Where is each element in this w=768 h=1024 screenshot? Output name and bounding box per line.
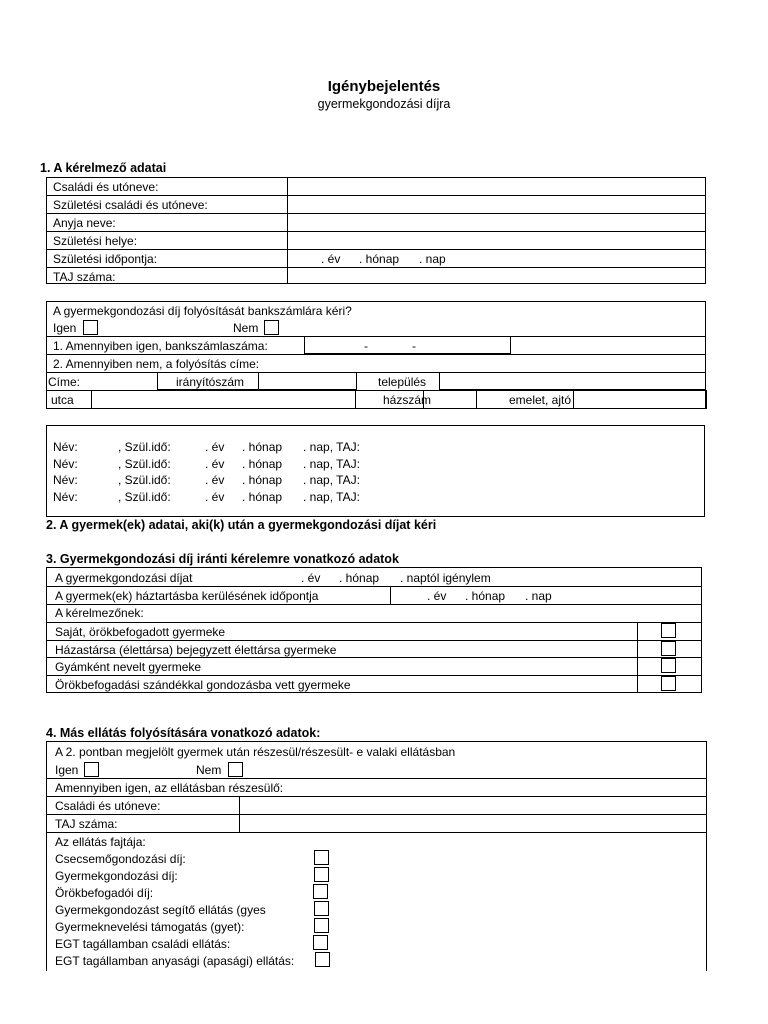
s4-type-2-checkbox[interactable] — [313, 884, 328, 899]
s4-csaladi: Családi és utóneve: — [55, 799, 161, 813]
s3-option-0: Saját, örökbefogadott gyermeke — [55, 625, 226, 639]
s4-igen-label: Igen — [55, 763, 79, 777]
s3-row1-label: A gyermekgondozási díjat — [55, 571, 193, 585]
s3-row1-tail: . naptól igénylem — [400, 571, 491, 585]
applicant-table — [46, 177, 706, 284]
cime-label: Címe: — [48, 375, 81, 389]
emelet-label: emelet, ajtó — [509, 393, 572, 407]
birth-day: . nap — [419, 252, 446, 266]
s3-row2-label: A gyermek(ek) háztartásba kerülésének időpontja — [55, 589, 319, 603]
s4-fajta: Az ellátás fajtája: — [55, 835, 146, 849]
payment-question: A gyermekgondozási díj folyósítását bankszámlára kéri? — [53, 304, 352, 318]
label-szuletesi-csaladi: Születési családi és utóneve: — [53, 198, 208, 212]
s4-type-0-checkbox[interactable] — [314, 850, 329, 865]
s4-question: A 2. pontban megjelölt gyermek után részesül/részesült- e valaki ellátásban — [55, 745, 456, 759]
iranyitoszam-label: irányítószám — [176, 375, 245, 389]
label-csaladi: Családi és utóneve: — [53, 180, 159, 194]
label-taj: TAJ száma: — [53, 270, 116, 284]
utca-label: utca — [51, 393, 74, 407]
s4-type-0: Csecsemőgondozási díj: — [55, 852, 186, 866]
s4-type-4-checkbox[interactable] — [314, 918, 329, 933]
telepules-field[interactable] — [439, 372, 706, 390]
payment-nem-checkbox[interactable] — [264, 320, 279, 335]
s4-nem-checkbox[interactable] — [228, 762, 243, 777]
s3-option-1-checkbox[interactable] — [661, 641, 676, 656]
s3-option-2-checkbox[interactable] — [661, 658, 676, 673]
s4-amennyiben: Amennyiben igen, az ellátásban részesülő: — [55, 781, 284, 795]
bank-dash-1: - — [364, 339, 368, 353]
label-anyja: Anyja neve: — [53, 216, 116, 230]
emelet-field[interactable] — [573, 390, 707, 409]
label-szuletesi-idopont: Születési időpontja: — [53, 252, 158, 266]
s4-type-6-checkbox[interactable] — [315, 952, 330, 967]
s3-row2-honap: . hónap — [465, 589, 506, 603]
section3-table — [46, 567, 702, 693]
s3-option-1: Házastársa (élettársa) bejegyzett élettársa gyermeke — [55, 643, 337, 657]
s4-type-4: Gyermeknevelési támogatás (gyet): — [55, 920, 245, 934]
s4-type-5: EGT tagállamban családi ellátás: — [55, 937, 231, 951]
s3-row2-nap: . nap — [525, 589, 552, 603]
s3-option-3-checkbox[interactable] — [661, 676, 676, 691]
iranyitoszam-field[interactable] — [258, 372, 357, 390]
s4-type-2: Örökbefogadói díj: — [55, 886, 154, 900]
s3-row1-honap: . hónap — [339, 571, 380, 585]
section4-heading: 4. Más ellátás folyósítására vonatkozó adatok: — [46, 726, 321, 740]
address-label: 2. Amennyiben nem, a folyósítás címe: — [53, 357, 260, 371]
telepules-label: település — [378, 375, 427, 389]
payment-igen-checkbox[interactable] — [83, 320, 98, 335]
s4-type-1: Gyermekgondozási díj: — [55, 869, 178, 883]
utca-field[interactable] — [91, 390, 356, 409]
birth-year: . év — [321, 252, 341, 266]
payment-nem-label: Nem — [233, 321, 259, 335]
bank-label: 1. Amennyiben igen, bankszámlaszáma: — [53, 339, 268, 353]
payment-table — [46, 301, 706, 409]
s3-option-3: Örökbefogadási szándékkal gondozásba vett gyermeke — [55, 678, 351, 692]
bank-dash-2: - — [412, 339, 416, 353]
payment-igen-label: Igen — [53, 321, 77, 335]
section2-heading: 2. A gyermek(ek) adatai, aki(k) után a gyermekgondozási díjat kéri — [46, 518, 437, 532]
section1-heading: 1. A kérelmező adatai — [40, 161, 167, 175]
s4-type-5-checkbox[interactable] — [313, 935, 328, 950]
s3-option-0-checkbox[interactable] — [661, 623, 676, 638]
hazszam-label: házszám — [383, 393, 432, 407]
page-subtitle: gyermekgondozási díjra — [317, 97, 451, 111]
s4-type-3: Gyermekgondozást segítő ellátás (gyes — [55, 903, 266, 917]
birth-month: . hónap — [359, 252, 400, 266]
s4-type-1-checkbox[interactable] — [314, 867, 329, 882]
section3-heading: 3. Gyermekgondozási díj iránti kérelemre vonatkozó adatok — [46, 552, 399, 566]
s3-kerelmezonek: A kérelmezőnek: — [55, 606, 144, 620]
s4-nem-label: Nem — [196, 763, 222, 777]
label-szuletesi-helye: Születési helye: — [53, 234, 138, 248]
s4-type-6: EGT tagállamban anyasági (apasági) ellátás: — [55, 954, 295, 968]
s3-option-2: Gyámként nevelt gyermeke — [55, 660, 202, 674]
s4-type-3-checkbox[interactable] — [314, 901, 329, 916]
section4-table — [46, 741, 707, 971]
hazszam-field[interactable] — [423, 390, 477, 409]
children-table: Név: , Szül.idő: . év . hónap . nap, TAJ: Név: , Szül.idő: . év . hónap . nap, TAJ: Név: , Szül.idő: . év . hónap . nap, TAJ: Név: , Szül.idő: . év . hónap . nap, TAJ: — [46, 425, 705, 517]
bank-account-field[interactable] — [304, 336, 511, 354]
s3-row2-ev: . év — [427, 589, 447, 603]
page-title: Igénybejelentés — [327, 78, 441, 95]
s4-igen-checkbox[interactable] — [84, 762, 99, 777]
s3-row1-ev: . év — [301, 571, 321, 585]
s4-taj: TAJ száma: — [55, 817, 118, 831]
